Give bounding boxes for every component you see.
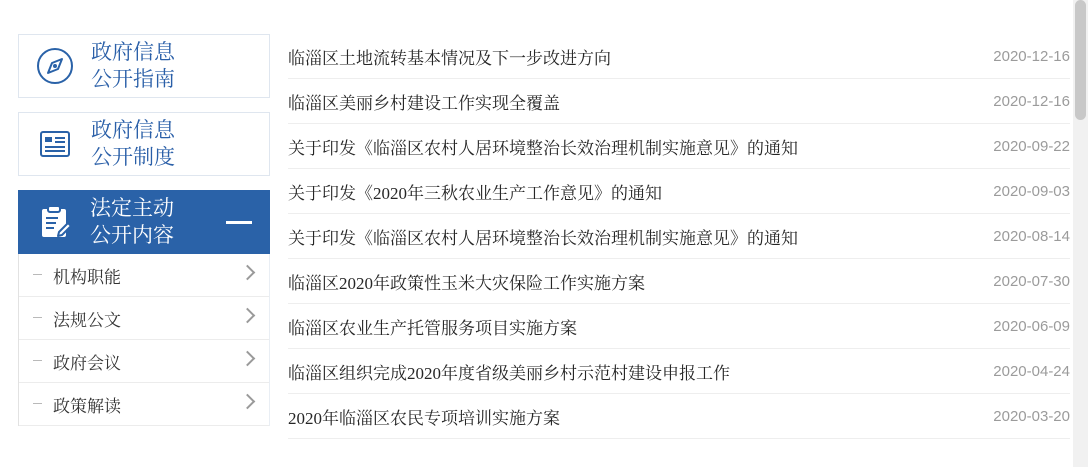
article-list bbox=[288, 34, 1070, 439]
list-item[interactable] bbox=[288, 349, 1070, 394]
sidebar-item-label: 机构职能 bbox=[53, 267, 121, 287]
article-date: 2020-06-09 bbox=[993, 317, 1070, 335]
article-title[interactable]: 关于印发《临淄区农村人居环境整治长效治理机制实施意见》的通知 bbox=[288, 228, 798, 248]
list-item[interactable] bbox=[288, 304, 1070, 349]
article-title[interactable]: 关于印发《临淄区农村人居环境整治长效治理机制实施意见》的通知 bbox=[288, 138, 798, 158]
article-date: 2020-09-03 bbox=[993, 182, 1070, 200]
article-date: 2020-07-30 bbox=[993, 272, 1070, 290]
sidebar-card-system-line1: 政府信息 bbox=[91, 118, 175, 142]
list-item[interactable] bbox=[288, 169, 1070, 214]
list-item[interactable] bbox=[288, 214, 1070, 259]
article-title[interactable]: 临淄区农业生产托管服务项目实施方案 bbox=[288, 318, 577, 338]
sidebar-item-label: 政府会议 bbox=[53, 353, 121, 373]
vertical-scrollbar[interactable] bbox=[1073, 0, 1088, 467]
list-item[interactable] bbox=[288, 79, 1070, 124]
article-title[interactable]: 2020年临淄区农民专项培训实施方案 bbox=[288, 408, 560, 428]
sidebar-item-label: 法规公文 bbox=[53, 310, 121, 330]
sidebar-card-guide-line2: 公开指南 bbox=[91, 67, 175, 91]
sidebar-item-label: 政策解读 bbox=[53, 396, 121, 416]
bullet-dash-icon bbox=[33, 360, 42, 361]
sidebar-card-system[interactable] bbox=[18, 112, 270, 176]
article-title[interactable]: 临淄区2020年政策性玉米大灾保险工作实施方案 bbox=[288, 273, 645, 293]
article-date: 2020-08-14 bbox=[993, 227, 1070, 245]
compass-icon bbox=[19, 44, 91, 88]
sidebar-card-guide[interactable] bbox=[18, 34, 270, 98]
sidebar-card-guide-text bbox=[91, 39, 175, 93]
sidebar-card-legal-line1: 法定主动 bbox=[90, 196, 174, 220]
bullet-dash-icon bbox=[33, 274, 42, 275]
sidebar-item-regulations-documents[interactable] bbox=[19, 297, 269, 340]
bullet-dash-icon bbox=[33, 317, 42, 318]
clipboard-pen-icon bbox=[18, 200, 90, 244]
chevron-right-icon bbox=[240, 394, 256, 410]
list-item[interactable] bbox=[288, 259, 1070, 304]
article-date: 2020-09-22 bbox=[993, 137, 1070, 155]
article-date: 2020-04-24 bbox=[993, 362, 1070, 380]
sidebar-item-organization-function[interactable] bbox=[19, 254, 269, 297]
article-date: 2020-12-16 bbox=[993, 92, 1070, 110]
sidebar-item-policy-interpretation[interactable] bbox=[19, 383, 269, 426]
article-title[interactable]: 临淄区组织完成2020年度省级美丽乡村示范村建设申报工作 bbox=[288, 363, 730, 383]
chevron-right-icon bbox=[240, 308, 256, 324]
article-date: 2020-12-16 bbox=[993, 47, 1070, 65]
sidebar bbox=[18, 34, 270, 426]
scrollbar-thumb[interactable] bbox=[1075, 0, 1086, 120]
list-item[interactable] bbox=[288, 124, 1070, 169]
chevron-right-icon bbox=[240, 265, 256, 281]
sidebar-card-guide-line1: 政府信息 bbox=[91, 40, 175, 64]
sidebar-card-legal-content-text bbox=[90, 195, 174, 249]
sidebar-nav-list bbox=[18, 254, 270, 426]
sidebar-item-government-meetings[interactable] bbox=[19, 340, 269, 383]
collapse-minus-icon[interactable] bbox=[226, 221, 252, 224]
sidebar-card-legal-line2: 公开内容 bbox=[90, 223, 174, 247]
chevron-right-icon bbox=[240, 351, 256, 367]
sidebar-card-system-line2: 公开制度 bbox=[91, 145, 175, 169]
list-item[interactable] bbox=[288, 34, 1070, 79]
article-title[interactable]: 临淄区美丽乡村建设工作实现全覆盖 bbox=[288, 93, 560, 113]
article-title[interactable]: 临淄区土地流转基本情况及下一步改进方向 bbox=[288, 48, 611, 68]
bullet-dash-icon bbox=[33, 403, 42, 404]
article-date: 2020-03-20 bbox=[993, 407, 1070, 425]
article-title[interactable]: 关于印发《2020年三秋农业生产工作意见》的通知 bbox=[288, 183, 662, 203]
list-item[interactable] bbox=[288, 394, 1070, 439]
document-list-icon bbox=[19, 122, 91, 166]
sidebar-card-system-text bbox=[91, 117, 175, 171]
sidebar-card-legal-content[interactable] bbox=[18, 190, 270, 254]
